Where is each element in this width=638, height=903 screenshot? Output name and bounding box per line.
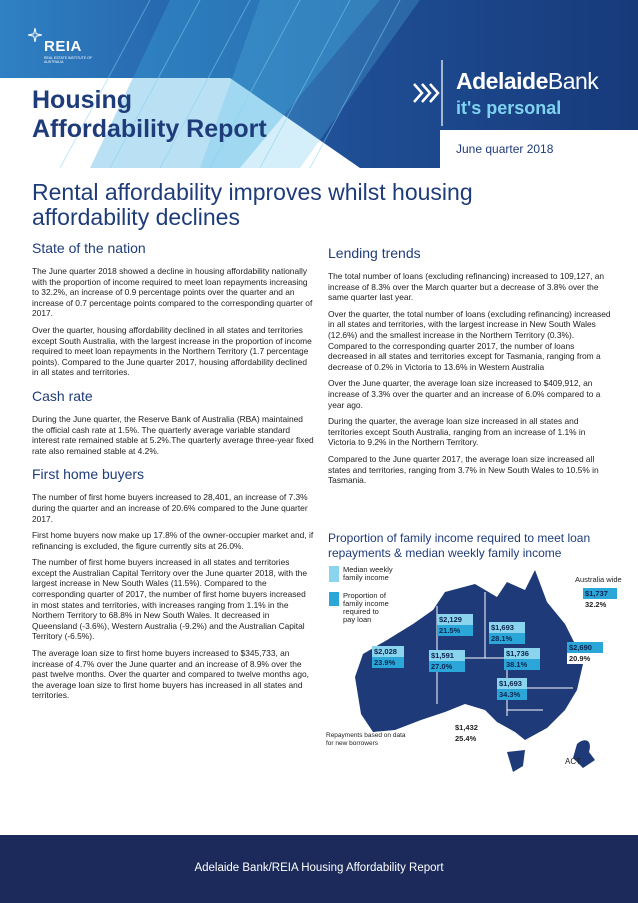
region-proportion-qld: 28.1%: [489, 633, 525, 644]
bank-name-rest: Bank: [547, 68, 599, 94]
region-income-nt: $2,129: [437, 614, 473, 625]
section-heading: Lending trends: [328, 245, 421, 261]
section-heading: Cash rate: [32, 387, 93, 404]
reia-logo-subtext: REAL ESTATE INSTITUTE OF AUSTRALIA: [44, 56, 92, 64]
paragraph: Compared to the June quarter 2017, the average loan size increased all states and territories, ranging from 3.7% in New South Wales to 10.5% in Tasmania.: [328, 453, 599, 486]
paragraph: The total number of loans (excluding refinancing) increased to 109,127, an increase of 8.3% over the March quarter but a decrease of 3.8% over the same quarter last year.: [328, 271, 605, 303]
region-income-sa: $1,591: [429, 650, 465, 661]
paragraph: Over the quarter, the total number of loans (excluding refinancing) increased in all states and territories, with the largest increase in New South Wales (12.6%) and the smallest increase in the Northern Territory (0.3%). Compared to the corresponding quarter 2017, the number of loans decreased in all states and territories except for Tasmania, ranging from a decrease of 0.2% in Victoria to 13.6% in Western Australia: [328, 308, 611, 372]
region-callout-sa: [429, 650, 465, 672]
report-title-line1: Housing: [32, 86, 132, 114]
region-callout-tas: [455, 722, 487, 744]
region-callout-qld: [489, 622, 525, 644]
adelaide-bank-logo: [456, 68, 598, 95]
map-note: Repayments based on data for new borrowers: [326, 732, 406, 747]
region-callout-aus: [583, 588, 617, 610]
region-proportion-aus: 32.2%: [583, 599, 617, 610]
region-proportion-vic: 34.3%: [497, 689, 527, 700]
report-title: [32, 86, 267, 144]
region-income-qld: $1,693: [489, 622, 525, 633]
paragraph: During the June quarter, the Reserve Bank of Australia (RBA) maintained the official cash rate at 1.5%. The quarterly average variable standard interest rate remained stable at 5.2%.The quarterly average three-year fixed rate also remained stable at 4.2%.: [32, 413, 314, 456]
act-label: ACT: [565, 757, 581, 766]
australia-map-infographic: [325, 562, 630, 802]
australia-wide-label: Australia wide: [575, 575, 622, 584]
region-income-aus: $1,737: [583, 588, 617, 599]
legend-proportion-label: Proportion of family income required to pay loan: [343, 591, 389, 624]
report-period: June quarter 2018: [456, 142, 554, 156]
reia-star-icon: [28, 28, 42, 42]
legend-income-label: Median weekly family income: [343, 565, 393, 582]
region-proportion-sa: 27.0%: [429, 661, 465, 672]
adelaide-bank-chevron-icon: [412, 80, 444, 106]
bank-tagline: it's personal: [456, 98, 562, 118]
region-callout-act: [567, 642, 603, 664]
map-title: Proportion of family income required to meet loan repayments & median weekly family income: [328, 531, 591, 560]
legend-swatch-proportion: [329, 592, 339, 606]
state-of-nation-section: [32, 240, 314, 378]
headline: Rental affordability improves whilst housing affordability declines: [32, 179, 473, 230]
lending-trends-section: [328, 245, 614, 486]
paragraph: The number of first home buyers increased to 28,401, an increase of 7.3% during the quarter and an increase of 20.6% compared to the June quarter 2017.: [32, 492, 308, 524]
left-column: [32, 240, 314, 711]
region-callout-nt: [437, 614, 473, 636]
section-heading: First home buyers: [32, 466, 145, 483]
region-income-wa: $2,028: [372, 646, 404, 657]
region-callout-vic: [497, 678, 527, 700]
paragraph: The average loan size to first home buyers increased to $345,733, an increase of 4.7% over the June quarter and an increase of 8.9% over the past twelve months. Over the quarter and compared to twelve months ago, the average loan size to first home buyers has increased in all states and territories.: [32, 648, 309, 701]
region-income-act: $2,690: [567, 642, 603, 653]
first-home-buyers-section: [32, 466, 314, 701]
paragraph: Over the June quarter, the average loan size increased to $409,912, an increase of 3.3% over the quarter and an increase of 6.0% compared to a year ago.: [328, 378, 601, 410]
section-heading: State of the nation: [32, 240, 146, 256]
right-column: [328, 245, 614, 496]
paragraph: During the quarter, the average loan size increased in all states and territories except South Australia, ranging from an increase of 1.1% in Victoria to 9.2% in the Northern Territory.: [328, 416, 586, 448]
region-proportion-nt: 21.5%: [437, 625, 473, 636]
paragraph: The number of first home buyers increased in all states and territories except the Australian Capital Territory over the June quarter 2018, with the largest increase in New South Wales (11.5%). Compared to the corresponding quarter of 2017, the number of first home buyers increased in most states and territories, with increases ranging from 1.1% in the Northern Territory to 68.8% in New South Wales. It decreased in Queensland (-3.6%), Western Australia (-9.2%) and the Australian Capital Territory (-6.5%).: [32, 557, 307, 642]
region-callout-nsw: [504, 648, 540, 670]
region-proportion-nsw: 38.1%: [504, 659, 540, 670]
tasmania-shape: [507, 750, 525, 772]
region-income-tas: $1,432: [455, 723, 478, 732]
region-proportion-wa: 23.9%: [372, 657, 404, 668]
region-income-vic: $1,693: [497, 678, 527, 689]
report-header: [0, 0, 638, 168]
region-proportion-tas: 25.4%: [455, 734, 477, 743]
bank-name-bold: Adelaide: [456, 68, 548, 94]
cash-rate-section: [32, 388, 314, 456]
region-callout-wa: [372, 646, 404, 668]
region-proportion-act: 20.9%: [567, 653, 603, 664]
paragraph: The June quarter 2018 showed a decline in housing affordability nationally with the proportion of income required to meet loan repayments increasing to 32.2%, an increase of 0.9 percentage points over the quarter and an increase of 0.7 percentage points compared to the corresponding quarter of 2017.: [32, 266, 313, 319]
region-income-nsw: $1,736: [504, 648, 540, 659]
legend-swatch-income: [329, 566, 339, 582]
reia-logo-text: REIA: [44, 38, 82, 55]
paragraph: Over the quarter, housing affordability declined in all states and territories except South Australia, with the largest increase in the proportion of income required to meet loan repayments in the Northern Territory (1.7 percentage points). Compared to the June quarter 2017, housing affordability declined in all states and territories.: [32, 324, 312, 378]
paragraph: First home buyers now make up 17.8% of the owner-occupier market and, if refinancing is excluded, the figure currently sits at 26.0%.: [32, 530, 314, 551]
footer-text: Adelaide Bank/REIA Housing Affordability Report: [194, 862, 444, 874]
report-title-line2: Affordability Report: [32, 115, 267, 143]
